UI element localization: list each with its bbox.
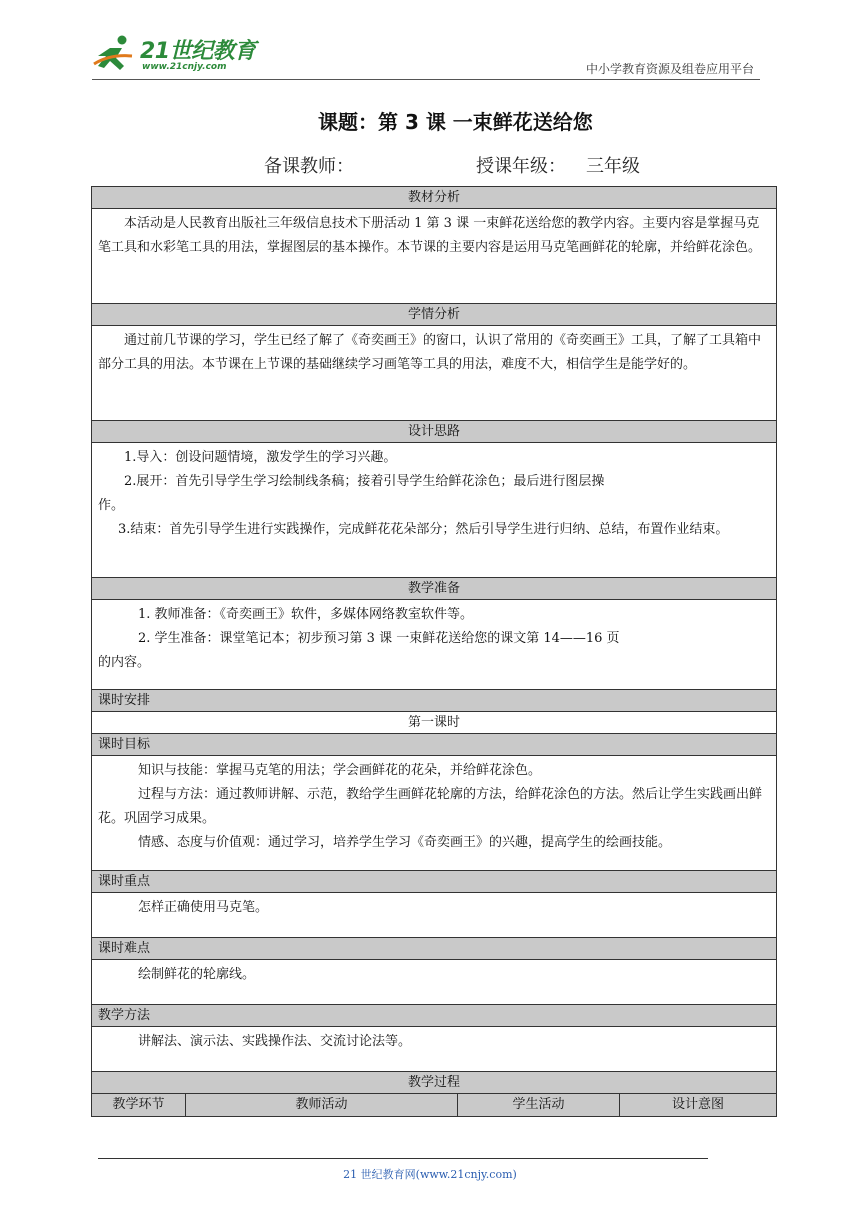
process-columns-row (92, 1094, 777, 1117)
difficulty-text: 绘制鲜花的轮廓线。 (138, 967, 256, 982)
method-body (92, 1027, 777, 1072)
goals-body (92, 756, 777, 871)
analysis-head: 教材分析 (92, 187, 777, 209)
prep-item-2-cont: 的内容。 (98, 655, 151, 670)
method-text: 讲解法、演示法、实践操作法、交流讨论法等。 (138, 1034, 412, 1049)
students-text: 通过前几节课的学习，学生已经了解了《奇奕画王》的窗口，认识了常用的《奇奕画王》工具，了解了工具箱中部分工具的用法。本节课在上节课的基础继续学习画笔等工具的用法，难度不大，相信学生是能学好的。 (98, 333, 762, 372)
col-stage: 教学环节 (92, 1094, 186, 1117)
method-head: 教学方法 (92, 1005, 777, 1027)
prep-item-2: 2. 学生准备：课堂笔记本；初步预习第 3 课 一束鲜花送给您的课文第 14——16 页 (138, 631, 620, 646)
schedule-value: 第一课时 (92, 712, 777, 734)
prep-item-1: 1. 教师准备：《奇奕画王》软件，多媒体网络教室软件等。 (138, 607, 474, 622)
platform-name: 中小学教育资源及组卷应用平台 (585, 62, 754, 76)
difficulty-body (92, 960, 777, 1005)
students-head: 学情分析 (92, 304, 777, 326)
design-step-3: 3.结束：首先引导学生进行实践操作，完成鲜花花朵部分；然后引导学生进行归纳、总结，布置作业结束。 (118, 522, 729, 537)
difficulty-head: 课时难点 (92, 938, 777, 960)
footer-link[interactable]: 21 世纪教育网(www.21cnjy.com) (343, 1168, 517, 1181)
schedule-head: 课时安排 (92, 690, 777, 712)
design-step-1: 1.导入：创设问题情境，激发学生的学习兴趣。 (124, 450, 397, 465)
students-body (92, 326, 777, 421)
prep-head: 教学准备 (92, 578, 777, 600)
process-head: 教学过程 (92, 1072, 777, 1094)
lesson-title: 课题：第 3 课 一束鲜花送给您 (318, 110, 593, 134)
analysis-text: 本活动是人民教育出版社三年级信息技术下册活动 1 第 3 课 一束鲜花送给您的教学内容。主要内容是掌握马克笔工具和水彩笔工具的用法，掌握图层的基本操作。本节课的主要内容是运用马克笔画鲜花的轮廓，并给鲜花涂色。 (98, 216, 762, 255)
key-text: 怎样正确使用马克笔。 (138, 900, 269, 915)
design-step-2-cont: 作。 (98, 498, 125, 513)
goal-knowledge: 知识与技能：掌握马克笔的用法；学会画鲜花的花朵，并给鲜花涂色。 (138, 763, 542, 778)
design-step-2: 2.展开：首先引导学生学习绘制线条稿；接着引导学生给鲜花涂色；最后进行图层操 (124, 474, 605, 489)
page-header (92, 30, 760, 80)
goal-process: 过程与方法：通过教师讲解、示范，教给学生画鲜花轮廓的方法，给鲜花涂色的方法。然后让学生实践画出鲜花。巩固学习成果。 (98, 787, 763, 826)
logo-text: 21世纪教育 (140, 39, 256, 64)
logo-url: www.21cnjy.com (142, 62, 227, 72)
col-student: 学生活动 (458, 1094, 620, 1117)
prep-body (92, 600, 777, 690)
col-intent: 设计意图 (620, 1094, 777, 1117)
logo (92, 30, 272, 76)
teacher-label: 备课教师： (264, 156, 354, 177)
teacher-info-row (0, 152, 860, 180)
goals-head: 课时目标 (92, 734, 777, 756)
key-head: 课时重点 (92, 871, 777, 893)
analysis-body (92, 209, 777, 304)
col-teacher: 教师活动 (186, 1094, 458, 1117)
footer-divider (98, 1158, 708, 1159)
design-body (92, 443, 777, 578)
header-divider (92, 79, 760, 80)
lesson-plan-table (91, 186, 777, 1117)
goal-attitude: 情感、态度与价值观：通过学习，培养学生学习《奇奕画王》的兴趣，提高学生的绘画技能。 (138, 835, 672, 850)
grade-value: 三年级 (586, 156, 640, 177)
key-body (92, 893, 777, 938)
design-head: 设计思路 (92, 421, 777, 443)
runner-logo-icon (92, 34, 138, 74)
grade-label: 授课年级： (476, 156, 566, 177)
